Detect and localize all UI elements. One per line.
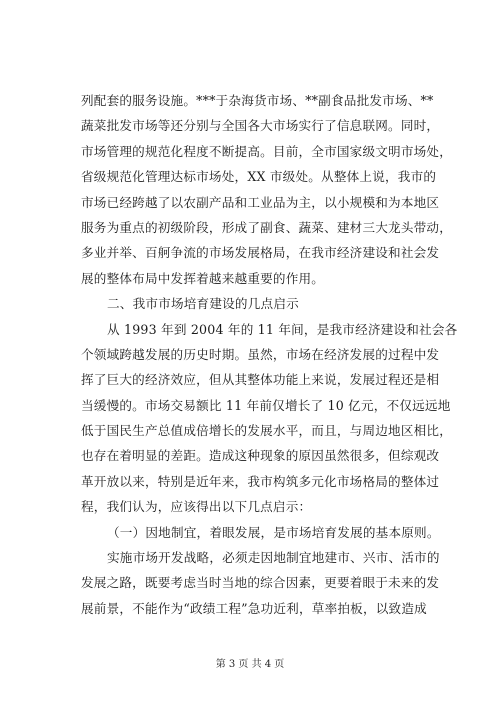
- text-line: 实施市场开发战略，必须走因地制宜地建市、兴市、活市的: [107, 550, 440, 566]
- text-line: 程，我们认为，应该得出以下几点启示：: [81, 499, 312, 515]
- text-line: 挥了巨大的经济效应，但从其整体功能上来说，发展过程还是相: [81, 372, 440, 388]
- text-line: 省级规范化管理达标市场处，XX 市级处。从整体上说，我市的: [81, 169, 437, 185]
- text-line: 展的整体布局中发挥着越来越重要的作用。: [81, 270, 325, 286]
- text-line: 也存在着明显的差距。造成这种现象的原因虽然很多，但综观改: [81, 448, 440, 464]
- text-line: 列配套的服务设施。***于杂海货市场、**副食品批发市场、**: [81, 93, 434, 108]
- text-line: 多业并举、百舸争流的市场发展格局，在我市经济建设和社会发: [81, 245, 440, 261]
- text-line: 发展之路，既要考虑当时当地的综合因素，更要着眼于未来的发: [81, 575, 440, 591]
- text-line: 市场已经跨越了以农副产品和工业品为主，以小规模和为本地区: [81, 194, 440, 210]
- text-line: 个领域跨越发展的历史时期。虽然，市场在经济发展的过程中发: [81, 346, 440, 362]
- text-line: 市场管理的规范化程度不断提高。目前，全市国家级文明市场处，: [81, 143, 453, 159]
- text-line: 展前景，不能作为“政绩工程”急功近利，草率拍板，以致造成: [81, 600, 427, 616]
- text-line: 革开放以来，特别是近年来，我市构筑多元化市场格局的整体过: [81, 473, 440, 489]
- text-line: 当缓慢的。市场交易额比 11 年前仅增长了 10 亿元，不仅远远地: [81, 397, 451, 413]
- text-line: 蔬菜批发市场等还分别与全国各大市场实行了信息联网。同时，: [81, 118, 440, 134]
- text-line: 服务为重点的初级阶段，形成了副食、蔬菜、建材三大龙头带动，: [81, 219, 453, 235]
- page-footer: [0, 655, 500, 670]
- document-body: [81, 88, 458, 621]
- section-heading: 二、我市市场培育建设的几点启示: [107, 296, 299, 312]
- text-line: 低于国民生产总值成倍增长的发展水平，而且，与周边地区相比，: [81, 423, 453, 439]
- subsection-heading: （一）因地制宜，着眼发展，是市场培育发展的基本原则。: [107, 524, 440, 540]
- page-number-label: 第 3 页 共 4 页: [215, 659, 285, 670]
- text-line: 从 1993 年到 2004 年的 11 年间，是我市经济建设和社会各: [107, 321, 458, 337]
